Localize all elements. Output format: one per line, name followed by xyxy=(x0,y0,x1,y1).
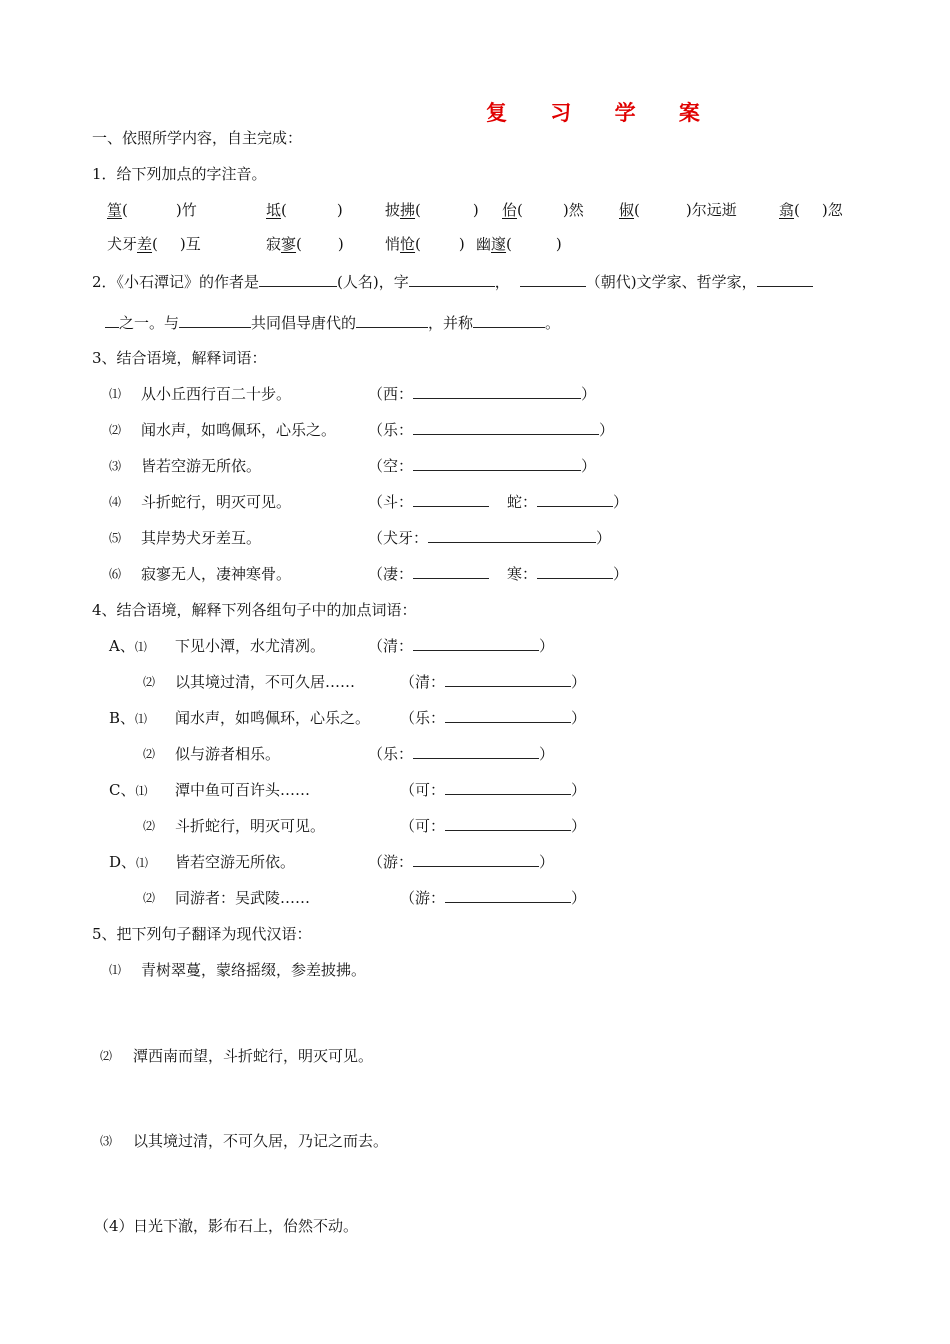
pinyin-item: 悄怆( ) xyxy=(385,235,465,253)
section-5-heading: 5、把下列句子翻译为现代汉语： xyxy=(92,925,312,943)
item-number: ⑷ xyxy=(109,495,122,509)
answer-blank[interactable] xyxy=(413,564,489,579)
sentence: 寂寥无人，凄神寒骨。 xyxy=(141,565,292,583)
sentence: 以其境过清，不可久居…… xyxy=(175,673,356,691)
item-number: ⑵ xyxy=(143,819,156,833)
answer-blank[interactable] xyxy=(413,492,489,507)
gloss: （斗： 蛇： ） xyxy=(368,493,629,511)
gloss: （游： ） xyxy=(400,889,587,907)
answer-blank[interactable] xyxy=(757,272,813,287)
group-letter: C、⑴ xyxy=(109,781,148,799)
gloss: （清： ） xyxy=(400,673,587,691)
pinyin-item: 寂寥( ) xyxy=(266,235,344,253)
gloss: （乐： ） xyxy=(400,709,587,727)
item-number: ⑵ xyxy=(143,675,156,689)
gloss: （乐： ） xyxy=(368,421,615,439)
answer-blank[interactable] xyxy=(179,313,251,328)
gloss: （西： ） xyxy=(368,385,597,403)
gloss: （乐： ） xyxy=(368,745,555,763)
answer-blank[interactable] xyxy=(445,708,571,723)
answer-blank[interactable] xyxy=(413,744,539,759)
answer-blank[interactable] xyxy=(537,492,613,507)
sentence: 似与游者相乐。 xyxy=(175,745,281,763)
answer-blank[interactable] xyxy=(428,528,596,543)
gloss: （犬牙： ） xyxy=(368,529,612,547)
item-number: ⑴ xyxy=(109,963,122,977)
gloss: （可： ） xyxy=(400,781,587,799)
sentence: 斗折蛇行，明灭可见。 xyxy=(175,817,326,835)
answer-blank[interactable] xyxy=(413,456,581,471)
question-1-label: 1．给下列加点的字注音。 xyxy=(92,165,267,183)
pinyin-item: 翕( )忽 xyxy=(779,201,843,219)
section-4-heading: 4、结合语境，解释下列各组句子中的加点词语： xyxy=(92,601,417,619)
pinyin-item: 坻( ) xyxy=(266,201,343,219)
gloss: （清： ） xyxy=(368,637,555,655)
answer-blank[interactable] xyxy=(445,780,571,795)
gloss: （可： ） xyxy=(400,817,587,835)
gloss: （凄： 寒： ） xyxy=(368,565,629,583)
answer-blank[interactable] xyxy=(413,852,539,867)
answer-blank[interactable] xyxy=(445,816,571,831)
sentence: 青树翠蔓，蒙络摇缀，参差披拂。 xyxy=(141,961,367,979)
answer-blank[interactable] xyxy=(537,564,613,579)
pinyin-item: 篁( )竹 xyxy=(107,201,197,219)
question-2-line-1: 2．《小石潭记》的作者是 (人名)，字 ， （朝代)文学家、哲学家， xyxy=(92,272,813,292)
answer-blank[interactable] xyxy=(413,420,599,435)
item-number: ⑵ xyxy=(109,423,122,437)
sentence: 皆若空游无所依。 xyxy=(175,853,296,871)
sentence: 潭西南而望，斗折蛇行，明灭可见。 xyxy=(133,1047,374,1065)
group-letter: B、⑴ xyxy=(109,709,148,727)
sentence: 闻水声，如鸣佩环，心乐之。 xyxy=(175,709,371,727)
sentence: 下见小潭，水尤清冽。 xyxy=(175,637,326,655)
sentence: 同游者：吴武陵…… xyxy=(175,889,311,907)
answer-blank[interactable] xyxy=(259,272,337,287)
question-2-line-2: 之一。与 共同倡导唐代的 ，并称 。 xyxy=(105,313,560,333)
item-number: ⑴ xyxy=(109,387,122,401)
group-letter: D、⑴ xyxy=(109,853,149,871)
sentence: 其岸势犬牙差互。 xyxy=(141,529,262,547)
sentence: 潭中鱼可百许头…… xyxy=(175,781,311,799)
section-3-heading: 3、结合语境，解释词语： xyxy=(92,349,267,367)
item-number: ⑸ xyxy=(109,531,122,545)
item-number: ⑶ xyxy=(100,1134,113,1148)
answer-blank[interactable] xyxy=(413,384,581,399)
answer-blank[interactable] xyxy=(105,313,119,328)
answer-blank[interactable] xyxy=(356,313,428,328)
sentence: 日光下澈，影布石上，佁然不动。 xyxy=(133,1217,359,1235)
sentence: 斗折蛇行，明灭可见。 xyxy=(141,493,292,511)
pinyin-item: 犬牙差( )互 xyxy=(107,235,201,253)
page-title: 复 习 学 案 xyxy=(486,100,718,125)
item-number: ⑹ xyxy=(109,567,122,581)
sentence: 闻水声，如鸣佩环，心乐之。 xyxy=(141,421,337,439)
sentence: 从小丘西行百二十步。 xyxy=(141,385,292,403)
item-number: ⑶ xyxy=(109,459,122,473)
answer-blank[interactable] xyxy=(445,888,571,903)
item-number: ⑵ xyxy=(143,747,156,761)
item-number: ⑵ xyxy=(143,891,156,905)
pinyin-item: 俶( )尔远逝 xyxy=(619,201,737,219)
item-number: （4） xyxy=(94,1217,134,1235)
answer-blank[interactable] xyxy=(413,636,539,651)
gloss: （游： ） xyxy=(368,853,555,871)
sentence: 皆若空游无所依。 xyxy=(141,457,262,475)
gloss: （空： ） xyxy=(368,457,597,475)
answer-blank[interactable] xyxy=(520,272,586,287)
pinyin-item: 披拂( ) xyxy=(385,201,479,219)
pinyin-item: 幽邃( ) xyxy=(476,235,562,253)
section-1-heading: 一、依照所学内容，自主完成： xyxy=(92,129,303,147)
item-number: ⑵ xyxy=(100,1049,113,1063)
answer-blank[interactable] xyxy=(409,272,495,287)
answer-blank[interactable] xyxy=(445,672,571,687)
answer-blank[interactable] xyxy=(473,313,545,328)
sentence: 以其境过清，不可久居，乃记之而去。 xyxy=(133,1132,389,1150)
group-letter: A、⑴ xyxy=(109,637,147,655)
pinyin-item: 佁( )然 xyxy=(502,201,584,219)
